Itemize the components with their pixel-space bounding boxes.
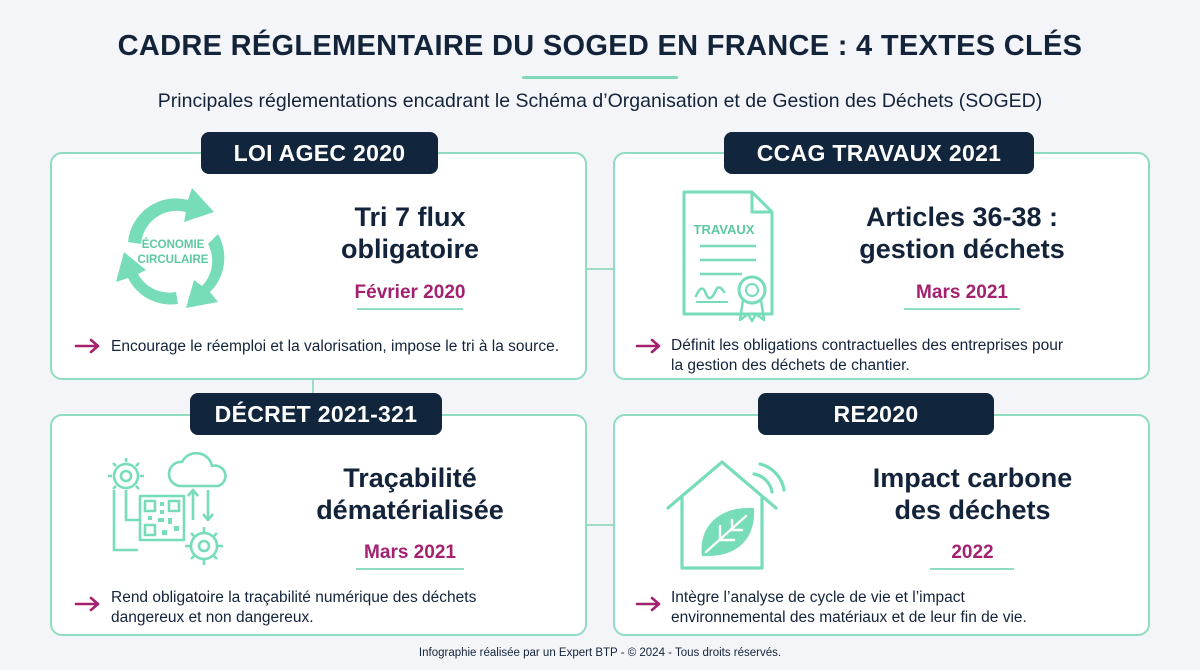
arrow-right-icon [635,596,663,617]
card-description [111,337,581,357]
description-line: Encourage le réemploi et la valorisation, impose le tri à la source. [111,338,560,355]
card-description [671,336,1141,376]
card-heading-line: Impact carbone [872,463,1073,493]
digital-traceability-icon [100,450,235,575]
arrow-right-icon [635,338,663,359]
connector-horizontal-top [585,268,615,270]
arrow-right-icon [74,338,102,359]
date-underline [904,308,1020,310]
card-heading-line: Tri 7 flux [354,202,466,232]
date-underline [930,568,1014,570]
title-underline [522,76,678,79]
description-line: dangereux et non dangereux. [111,609,314,626]
icon-label: TRAVAUX [693,222,755,237]
card-heading-line: Traçabilité [343,463,477,493]
page-title: CADRE RÉGLEMENTAIRE DU SOGED EN FRANCE : 4 TEXTES CLÉS [117,30,1083,62]
card-heading-line: des déchets [894,495,1051,525]
card-date: Février 2020 [354,282,466,303]
card-badge: RE2020 [758,393,994,435]
card-date: 2022 [951,542,994,563]
footer-credit: Infographie réalisée par un Expert BTP - © 2024 - Tous droits réservés. [418,647,782,659]
recycle-cycle-icon [98,182,248,322]
card-heading-line: gestion déchets [859,234,1065,264]
card-heading [285,462,535,526]
card-heading [835,462,1110,526]
date-underline [356,568,464,570]
arrow-right-icon [74,596,102,617]
icon-label: CIRCULAIRE [137,254,209,266]
description-line: Rend obligatoire la traçabilité numérique des déchets [111,589,477,606]
connector-horizontal-bottom [585,524,615,526]
card-badge: DÉCRET 2021-321 [190,393,442,435]
description-line: environnemental des matériaux et de leur fin de vie. [671,609,1027,626]
card-heading-line: obligatoire [340,234,479,264]
description-line: la gestion des déchets de chantier. [671,357,910,374]
card-badge: CCAG TRAVAUX 2021 [724,132,1034,174]
card-heading [832,201,1092,265]
description-line: Définit les obligations contractuelles des entreprises pour [671,337,1064,354]
card-heading-line: dématérialisée [316,495,504,525]
card-heading [300,201,520,265]
description-line: Intègre l’analyse de cycle de vie et l’impact [671,589,965,606]
card-badge: LOI AGEC 2020 [201,132,438,174]
card-heading-line: Articles 36-38 : [865,202,1059,232]
eco-house-leaf-icon [662,450,792,575]
card-date: Mars 2021 [364,542,456,563]
card-description [671,588,1141,628]
contract-document-icon [672,188,782,328]
card-description [111,588,571,628]
page-subtitle: Principales réglementations encadrant le Schéma d’Organisation et de Gestion des Déchets (SOGED) [157,90,1043,112]
icon-label: ÉCONOMIE [141,239,205,251]
date-underline [357,308,463,310]
card-date: Mars 2021 [916,282,1008,303]
